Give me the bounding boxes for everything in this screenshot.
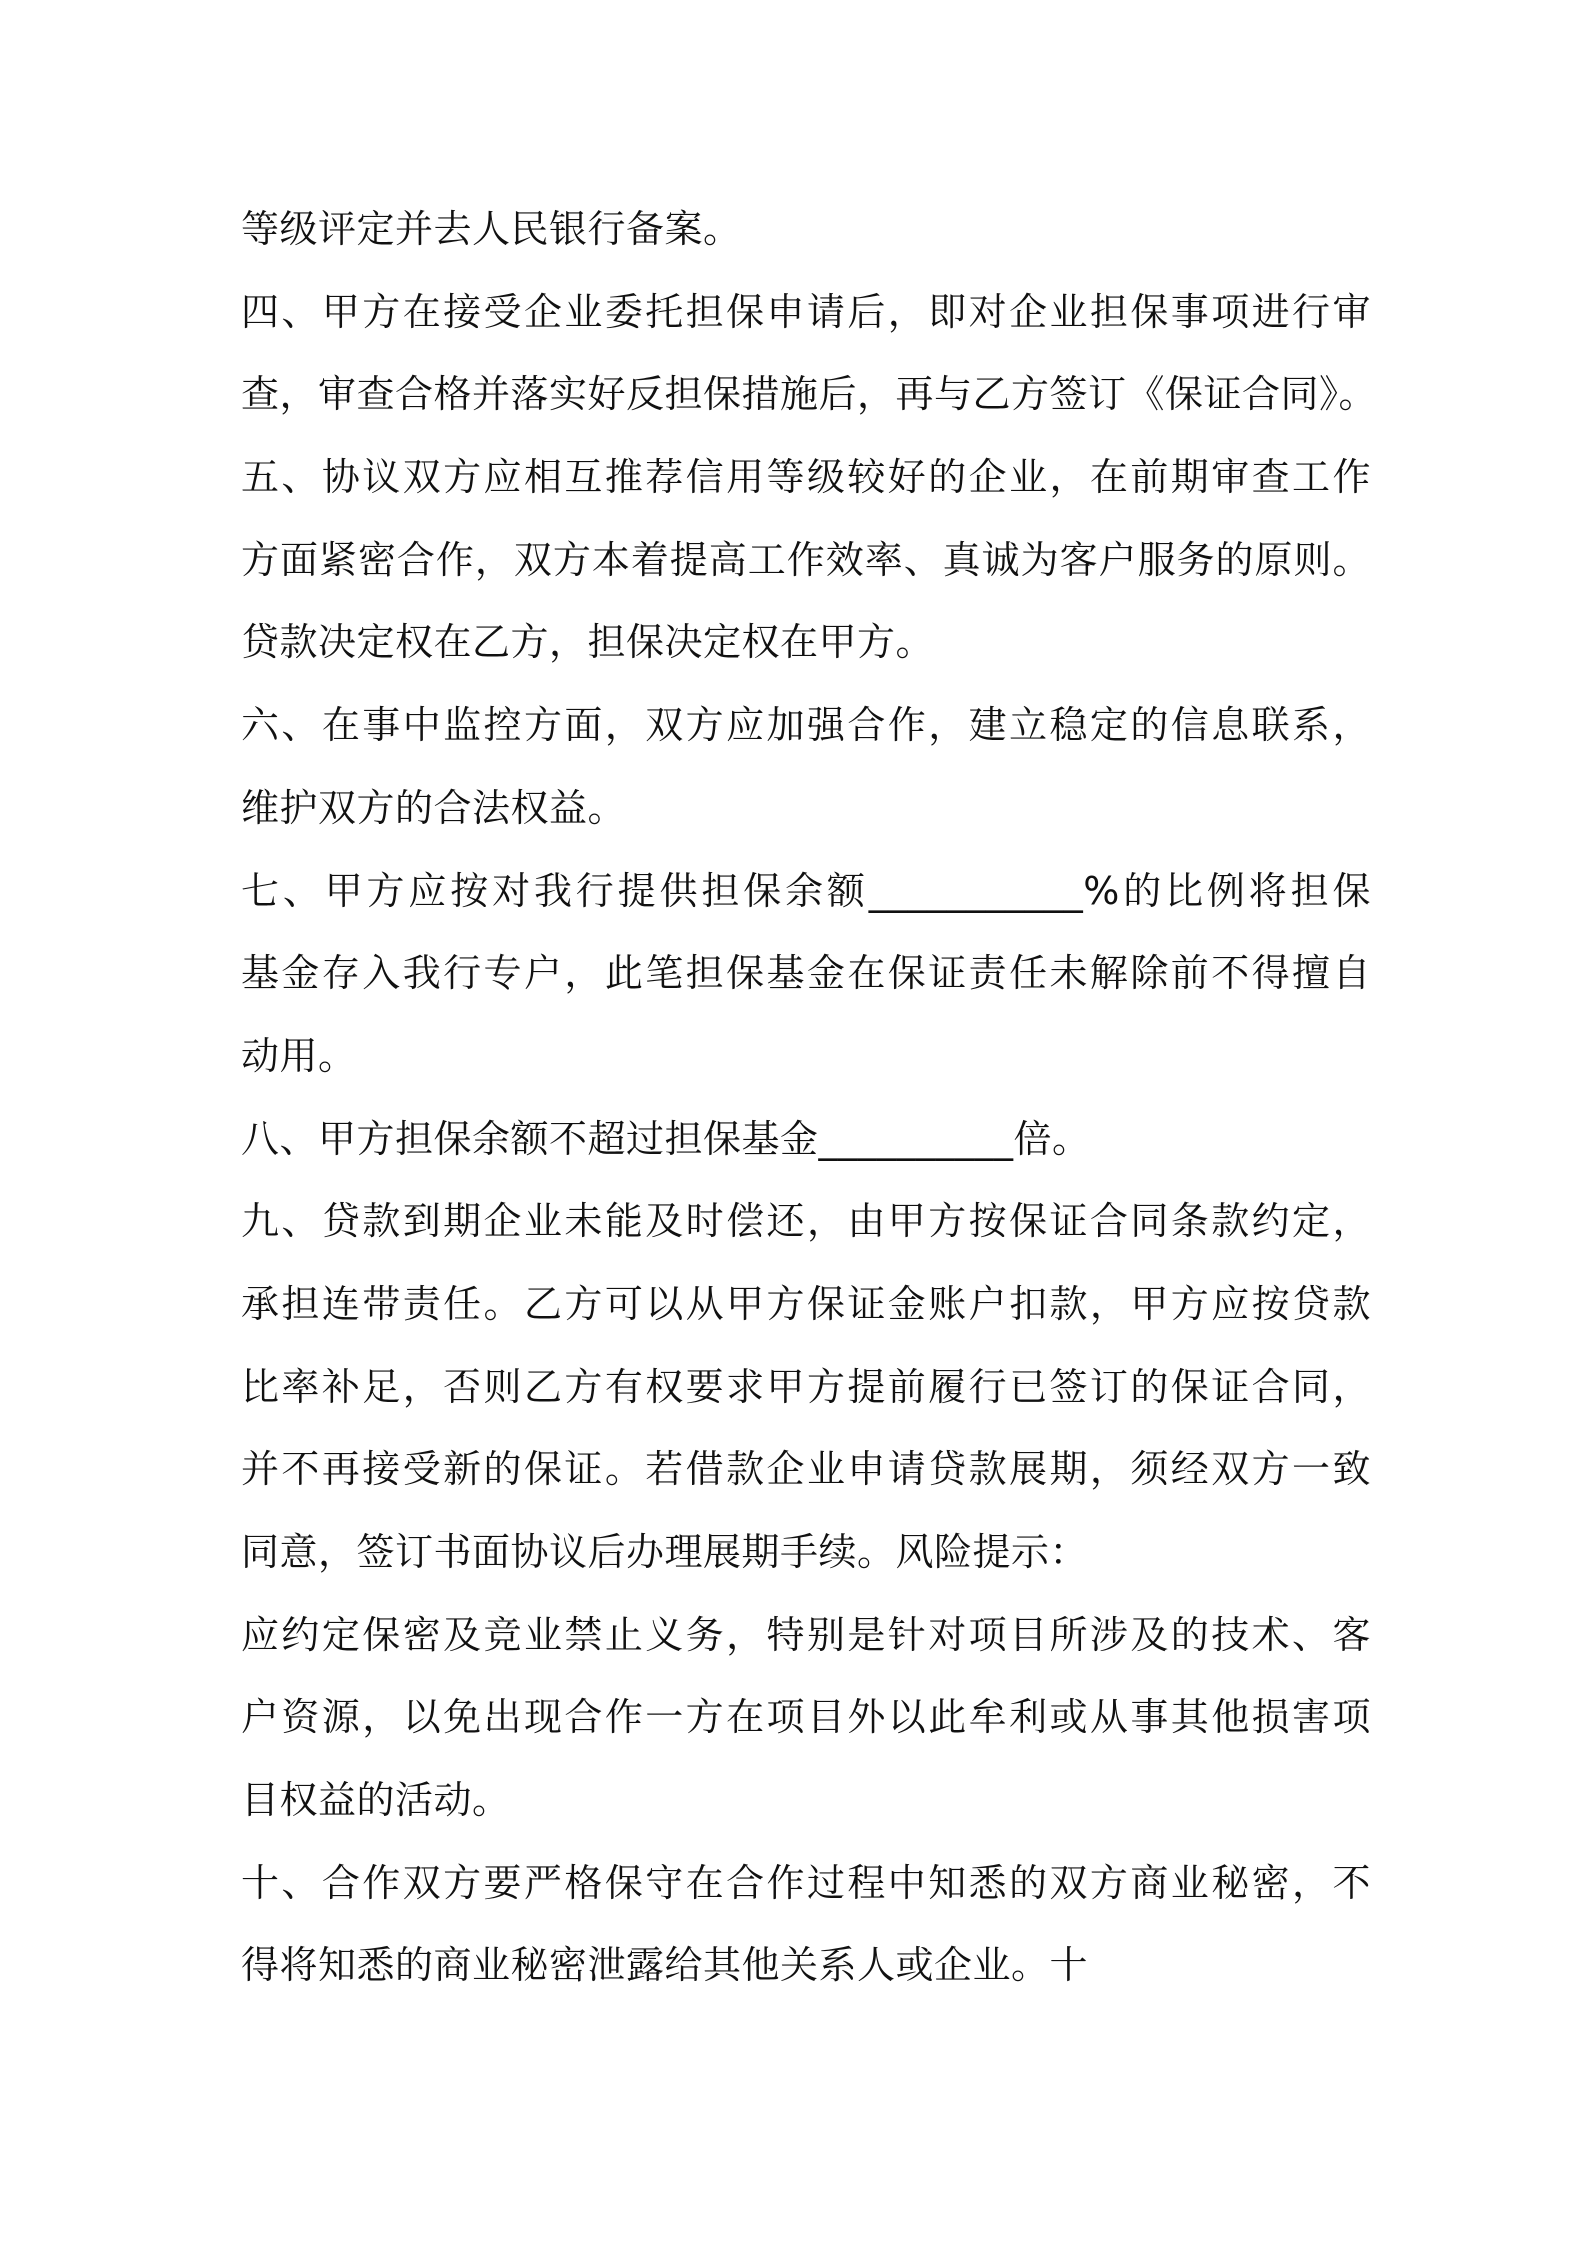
text-line: 基金存入我行专户，此笔担保基金在保证责任未解除前不得擅自 (241, 951, 1371, 996)
text-line: 五、协议双方应相互推荐信用等级较好的企业，在前期审查工作 (241, 455, 1371, 500)
text-line: 并不再接受新的保证。若借款企业申请贷款展期，须经双方一致 (241, 1447, 1371, 1492)
text-line: 得将知悉的商业秘密泄露给其他关系人或企业。十 (241, 1943, 1089, 1988)
text-line: 四、甲方在接受企业委托担保申请后，即对企业担保事项进行审 (241, 289, 1371, 334)
text-line: 贷款决定权在乙方，担保决定权在甲方。 (241, 620, 935, 665)
text-line: 九、贷款到期企业未能及时偿还，由甲方按保证合同条款约定， (241, 1199, 1371, 1244)
text-line: 应约定保密及竞业禁止义务，特别是针对项目所涉及的技术、客 (241, 1612, 1371, 1657)
text-line: 动用。 (241, 1033, 357, 1078)
text-line: 等级评定并去人民银行备案。 (241, 207, 742, 251)
document-body (241, 188, 1378, 2007)
text-line: 目权益的活动。 (241, 1778, 511, 1823)
text-line: 七、甲方应按对我行提供担保余额___________%的比例将担保 (241, 868, 1371, 913)
text-line: 八、甲方担保余额不超过担保基金__________倍。 (241, 1116, 1091, 1161)
text-line: 维护双方的合法权益。 (241, 785, 627, 830)
text-line: 承担连带责任。乙方可以从甲方保证金账户扣款，甲方应按贷款 (241, 1281, 1371, 1326)
text-line: 六、在事中监控方面，双方应加强合作，建立稳定的信息联系， (241, 703, 1371, 748)
text-line: 方面紧密合作，双方本着提高工作效率、真诚为客户服务的原则。 (241, 537, 1371, 582)
text-line: 户资源，以免出现合作一方在项目外以此牟利或从事其他损害项 (241, 1695, 1371, 1740)
text-line: 查，审查合格并落实好反担保措施后，再与乙方签订《保证合同》。 (241, 372, 1378, 417)
text-line: 同意，签订书面协议后办理展期手续。风险提示： (241, 1530, 1089, 1574)
text-line: 比率补足，否则乙方有权要求甲方提前履行已签订的保证合同， (241, 1364, 1371, 1409)
text-line: 十、合作双方要严格保守在合作过程中知悉的双方商业秘密，不 (241, 1860, 1371, 1905)
